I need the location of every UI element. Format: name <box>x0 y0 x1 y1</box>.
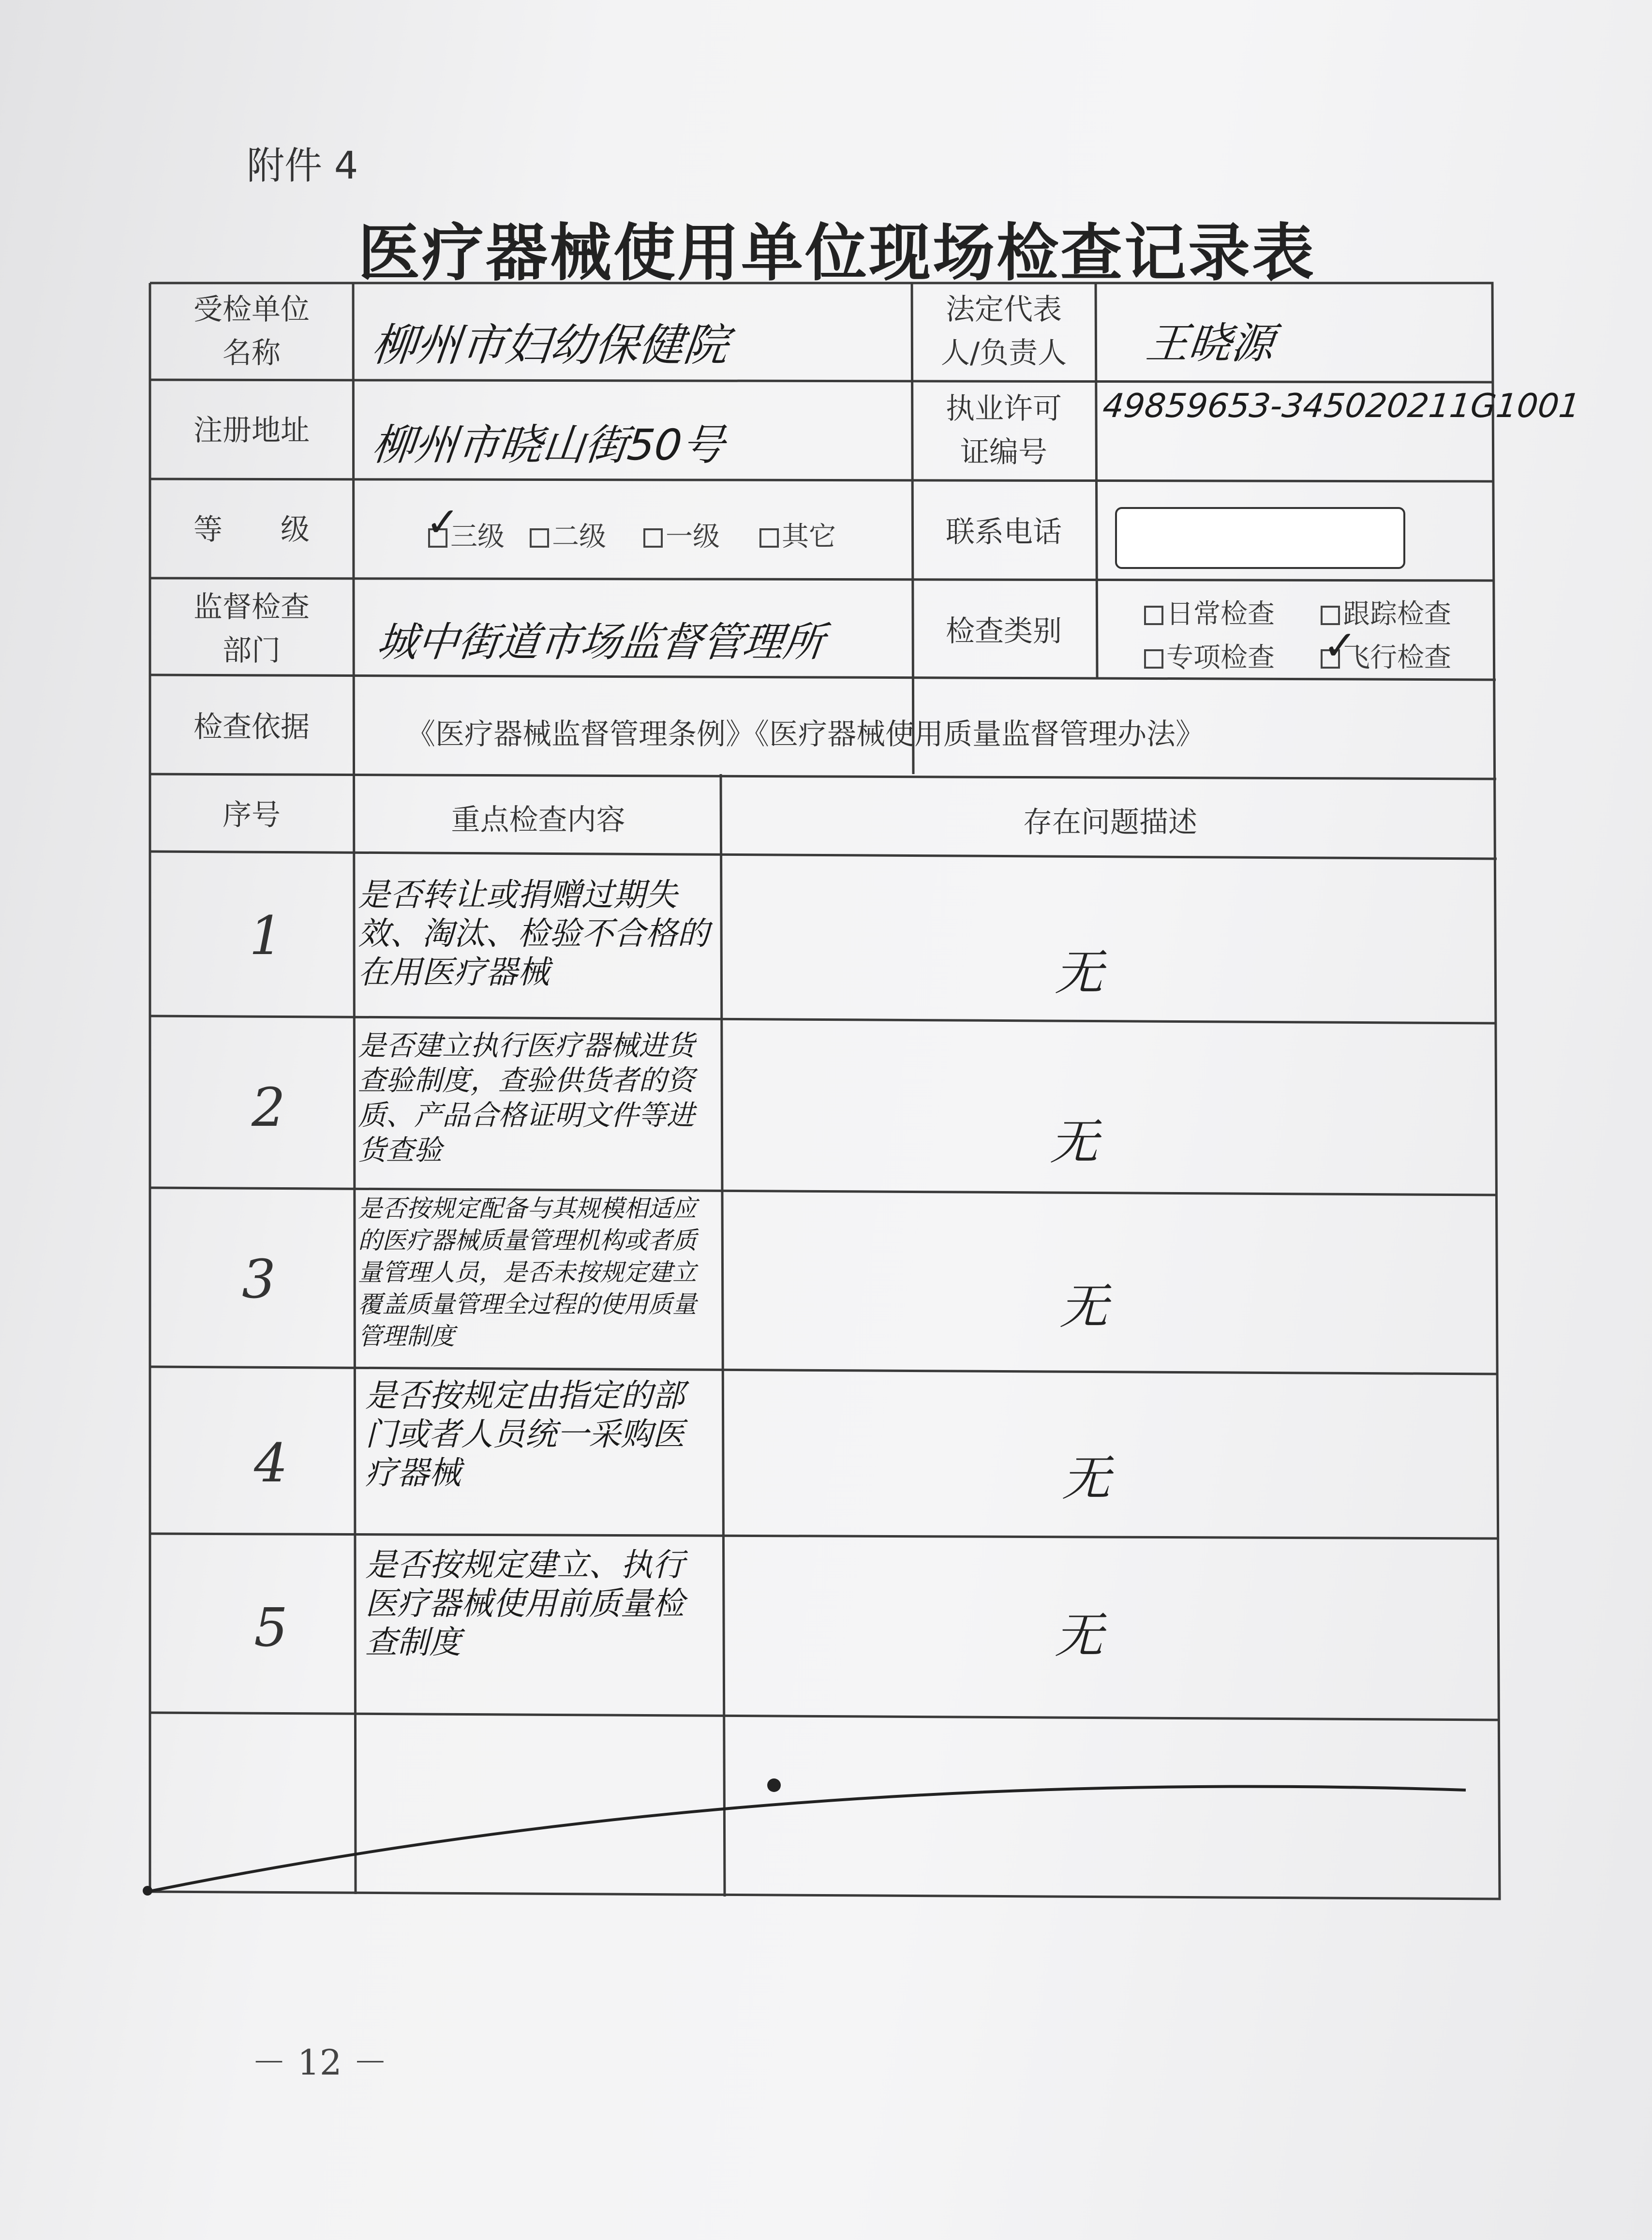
checkbox-icon <box>530 528 549 548</box>
row-number: 5 <box>254 1597 288 1658</box>
basis-label: 检查依据 <box>193 710 310 744</box>
level-option-3[interactable]: 三级 <box>428 515 505 554</box>
legal-rep-value: 王晓源 <box>1143 318 1277 368</box>
inspection-type-label: 检查类别 <box>946 614 1062 648</box>
col-header-no: 序号 <box>223 798 281 832</box>
row-issue: 无 <box>1055 1607 1103 1664</box>
row-content: 是否按规定配备与其规模相适应的医疗器械质量管理机构或者质量管理人员，是否未按规定建立覆盖质量管理全过程的使用质量管理制度 <box>358 1195 697 1350</box>
attachment-label: 附件 4 <box>247 144 358 188</box>
level-option-2[interactable]: 二级 <box>530 515 606 554</box>
check-mark-icon: ✓ <box>1323 622 1357 669</box>
address-label: 注册地址 <box>193 414 310 448</box>
type-followup[interactable]: 跟踪检查 <box>1321 593 1451 631</box>
type-flight[interactable]: 飞行检查 <box>1321 636 1451 675</box>
address-value: 柳州市晓山街50号 <box>369 420 727 470</box>
form-title: 医疗器械使用单位现场检查记录表 <box>358 217 1316 289</box>
row-content: 是否建立执行医疗器械进货查验制度，查验供货者的资质、产品合格证明文件等进货查验 <box>358 1029 695 1166</box>
row-content: 是否按规定由指定的部门或者人员统一采购医疗器械 <box>365 1377 685 1492</box>
basis-value: 《医疗器械监督管理条例》《医疗器械使用质量监督管理办法》 <box>406 717 1205 751</box>
row-issue: 无 <box>1059 1278 1108 1335</box>
page-number: － 12 － <box>252 2042 388 2083</box>
row-content: 是否转让或捐赠过期失效、淘汰、检验不合格的在用医疗器械 <box>358 876 709 991</box>
row-number: 1 <box>249 905 283 967</box>
type-routine[interactable]: 日常检查 <box>1144 593 1275 631</box>
phone-label: 联系电话 <box>946 515 1062 549</box>
row-number: 3 <box>242 1248 276 1310</box>
level-option-1[interactable]: 一级 <box>643 515 720 554</box>
col-header-content: 重点检查内容 <box>451 803 625 837</box>
phone-redacted-field <box>1115 507 1405 569</box>
dept-label: 监督检查部门 <box>193 590 310 668</box>
check-mark-icon: ✓ <box>426 498 460 546</box>
legal-rep-label: 法定代表人/负责人 <box>940 293 1067 370</box>
checkbox-icon <box>1144 606 1163 625</box>
row-content: 是否按规定建立、执行医疗器械使用前质量检查制度 <box>365 1546 685 1661</box>
row-issue: 无 <box>1055 944 1103 1001</box>
col-header-issue: 存在问题描述 <box>1023 806 1197 839</box>
level-option-other[interactable]: 其它 <box>759 515 836 554</box>
checkbox-icon <box>1144 649 1163 669</box>
level-label: 等 级 <box>193 513 310 547</box>
row-number: 4 <box>254 1432 288 1494</box>
type-special[interactable]: 专项检查 <box>1144 636 1275 675</box>
row-number: 2 <box>252 1076 285 1138</box>
license-value: 49859653-345020211G1001 <box>1101 387 1582 425</box>
checkbox-icon <box>643 528 663 548</box>
unit-name-value: 柳州市妇幼保健院 <box>369 319 731 371</box>
unit-name-label: 受检单位名称 <box>193 293 310 370</box>
row-issue: 无 <box>1050 1114 1098 1170</box>
checkbox-icon <box>759 528 779 548</box>
dept-value: 城中街道市场监督管理所 <box>374 618 827 666</box>
row-issue: 无 <box>1062 1450 1110 1507</box>
license-label: 执业许可证编号 <box>946 392 1062 469</box>
